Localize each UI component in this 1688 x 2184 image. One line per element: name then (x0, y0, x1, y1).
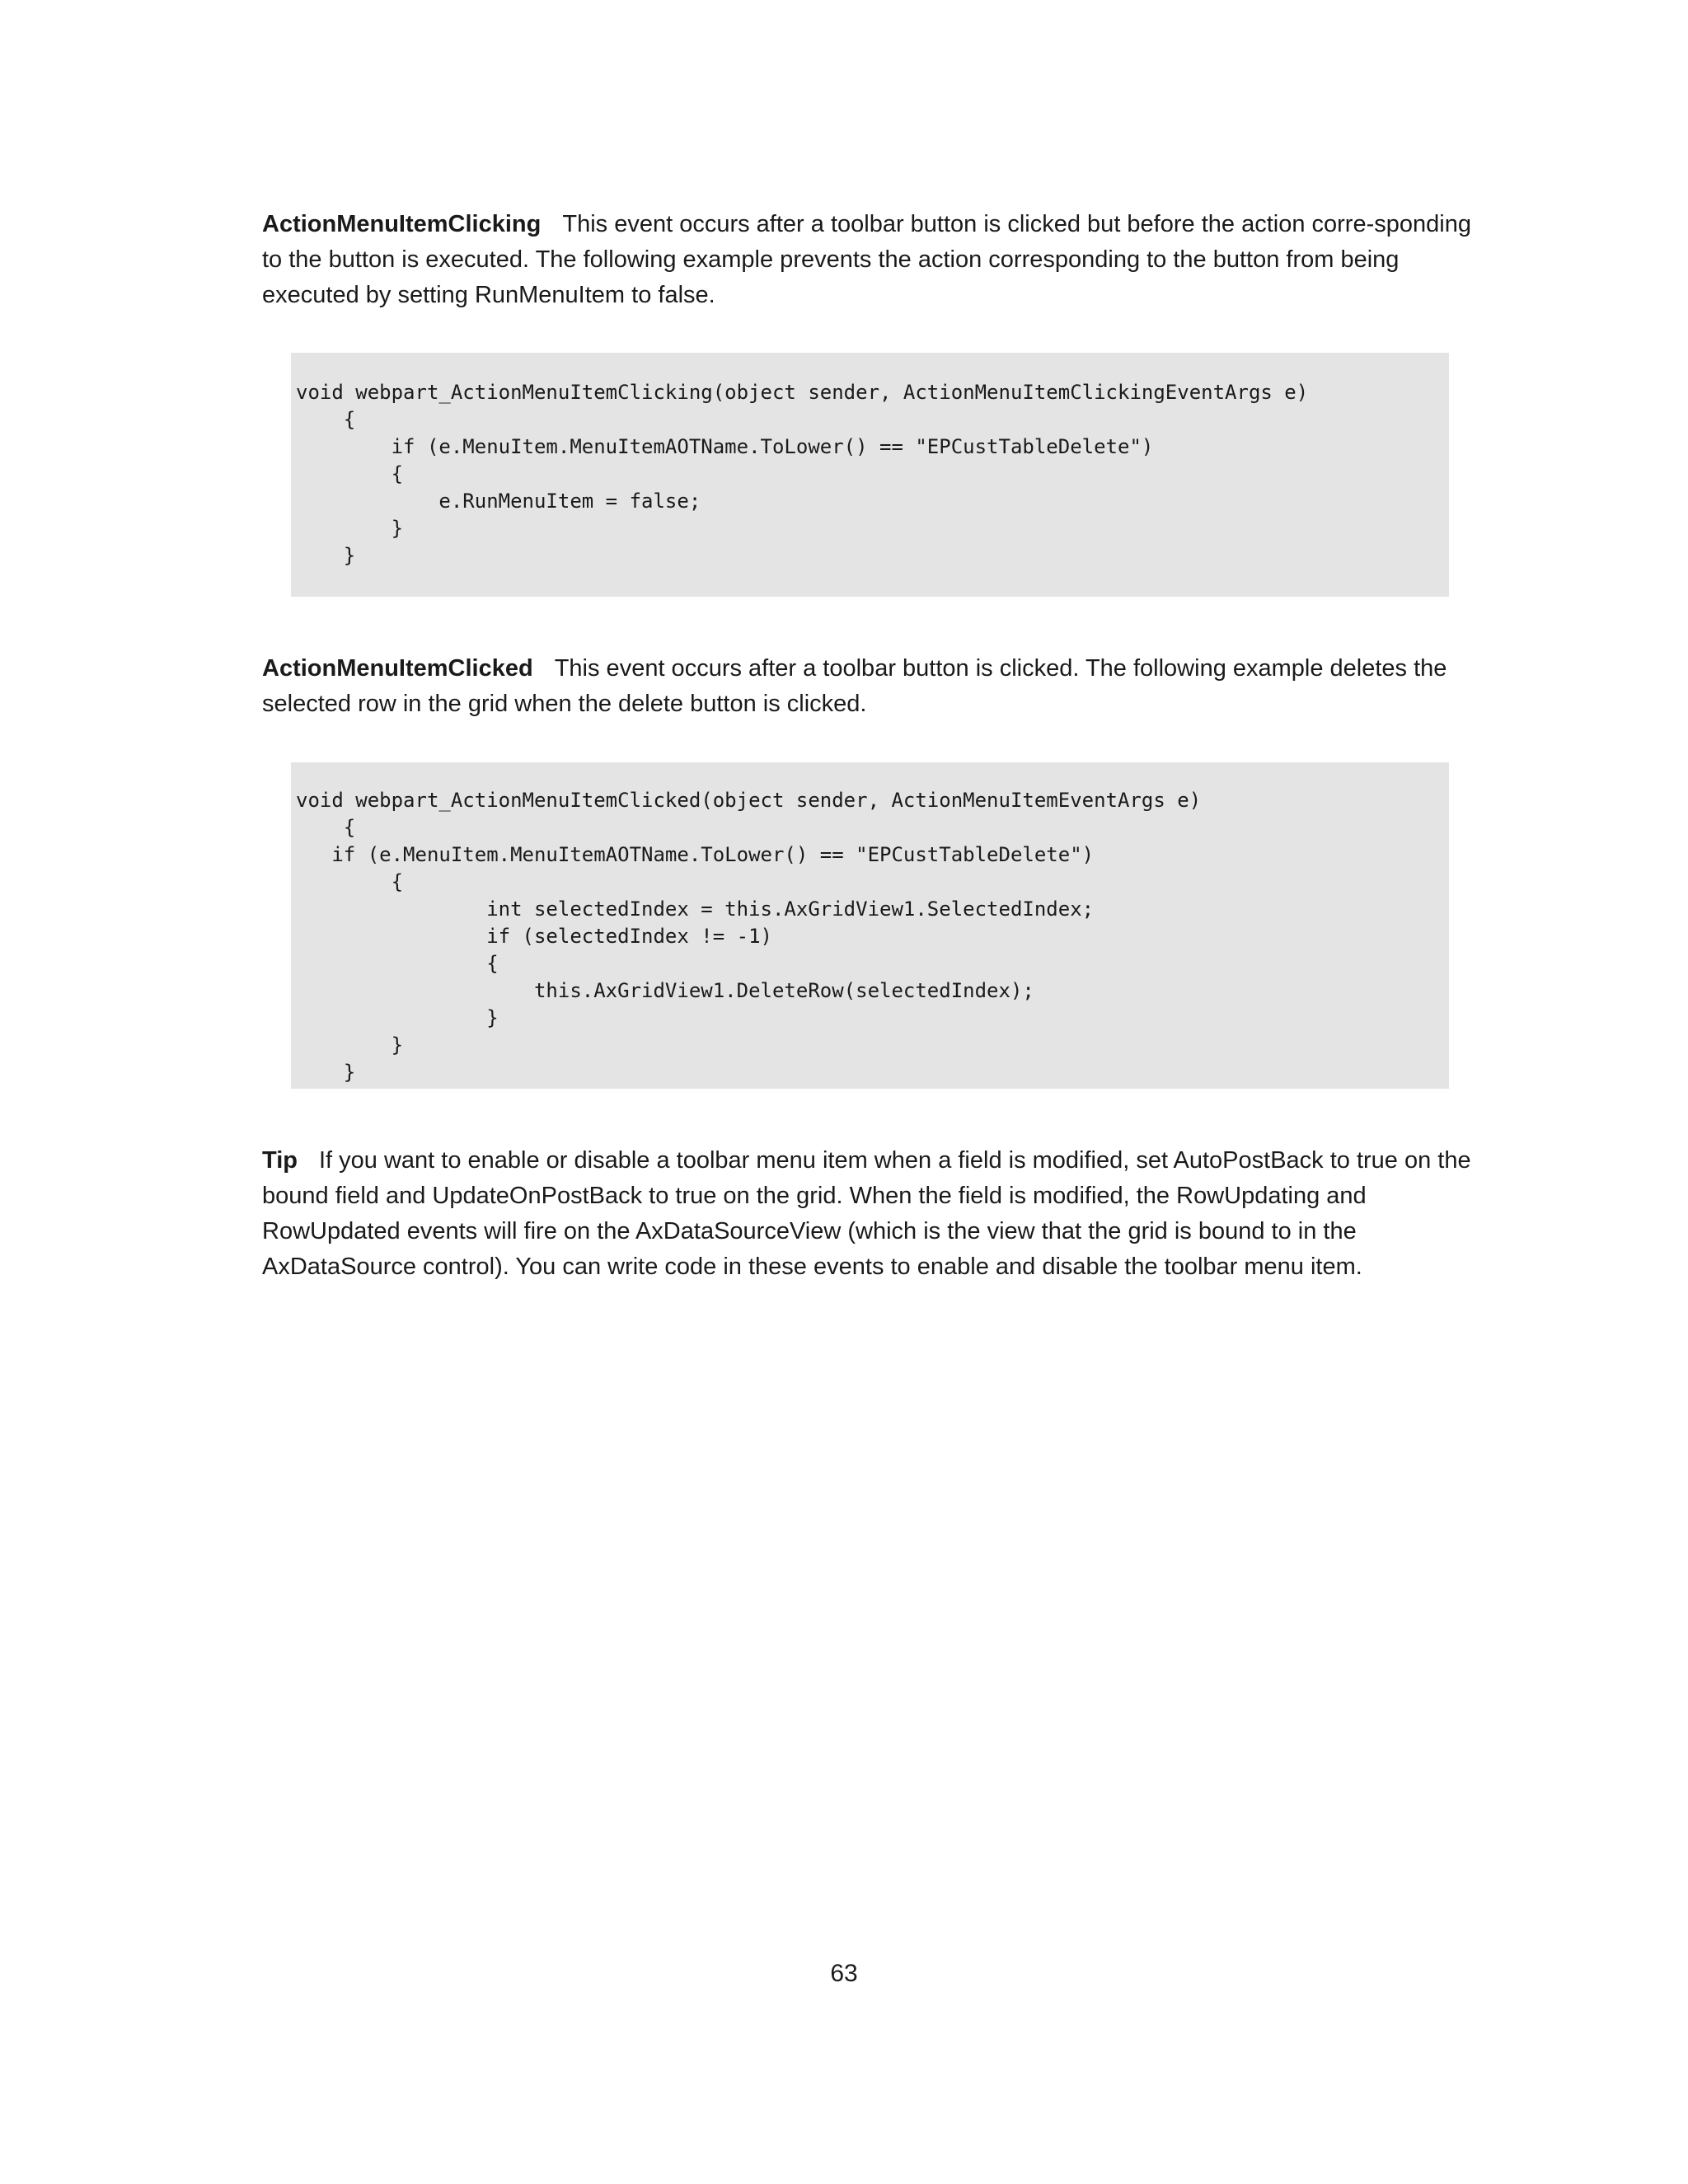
action-menu-item-clicking-term: ActionMenuItemClicking (262, 211, 542, 237)
code-listing-clicking: void webpart_ActionMenuItemClicking(object sender, ActionMenuItemClickingEventArgs e) { if (e.MenuItem.MenuItemAOTName.ToLower() == "EPCustTableDelete") { e.RunMenuItem = false; } } (296, 381, 1309, 567)
action-menu-item-clicking-paragraph (262, 207, 1474, 313)
tip-label: Tip (262, 1147, 298, 1174)
action-menu-item-clicked-term: ActionMenuItemClicked (262, 655, 533, 682)
tip-paragraph (262, 1143, 1474, 1285)
page-number: 63 (830, 1960, 858, 1987)
code-listing-clicked: void webpart_ActionMenuItemClicked(object sender, ActionMenuItemEventArgs e) { if (e.MenuItem.MenuItemAOTName.ToLower() == "EPCustTableDelete") { int selectedIndex = this.AxGridView1.SelectedIndex; if (selectedIndex != -1) { this.AxGridView1.DeleteRow(selectedIndex); } } } (296, 789, 1202, 1084)
tip-text: If you want to enable or disable a toolbar menu item when a field is modified, set AutoPostBack to true on the bound field and UpdateOnPostBack to true on the grid. When the field is modified, the RowUpdating and RowUpdated events will fire on the AxDataSourceView (which is the view that the grid is bound to in the AxDataSource control). You can write code in these events to enable and disable the toolbar menu item. (262, 1147, 1471, 1280)
action-menu-item-clicking-description: This event occurs after a toolbar button is clicked but before the action corre-sponding to the button is executed. The following example prevents the action corresponding to the button from being executed by setting RunMenuItem to false. (262, 211, 1471, 308)
code-block-clicking (291, 353, 1449, 597)
action-menu-item-clicked-paragraph (262, 651, 1474, 722)
action-menu-item-clicked-description: This event occurs after a toolbar button is clicked. The following example deletes the selected row in the grid when the delete button is clicked. (262, 655, 1447, 717)
code-block-clicked (291, 762, 1449, 1089)
